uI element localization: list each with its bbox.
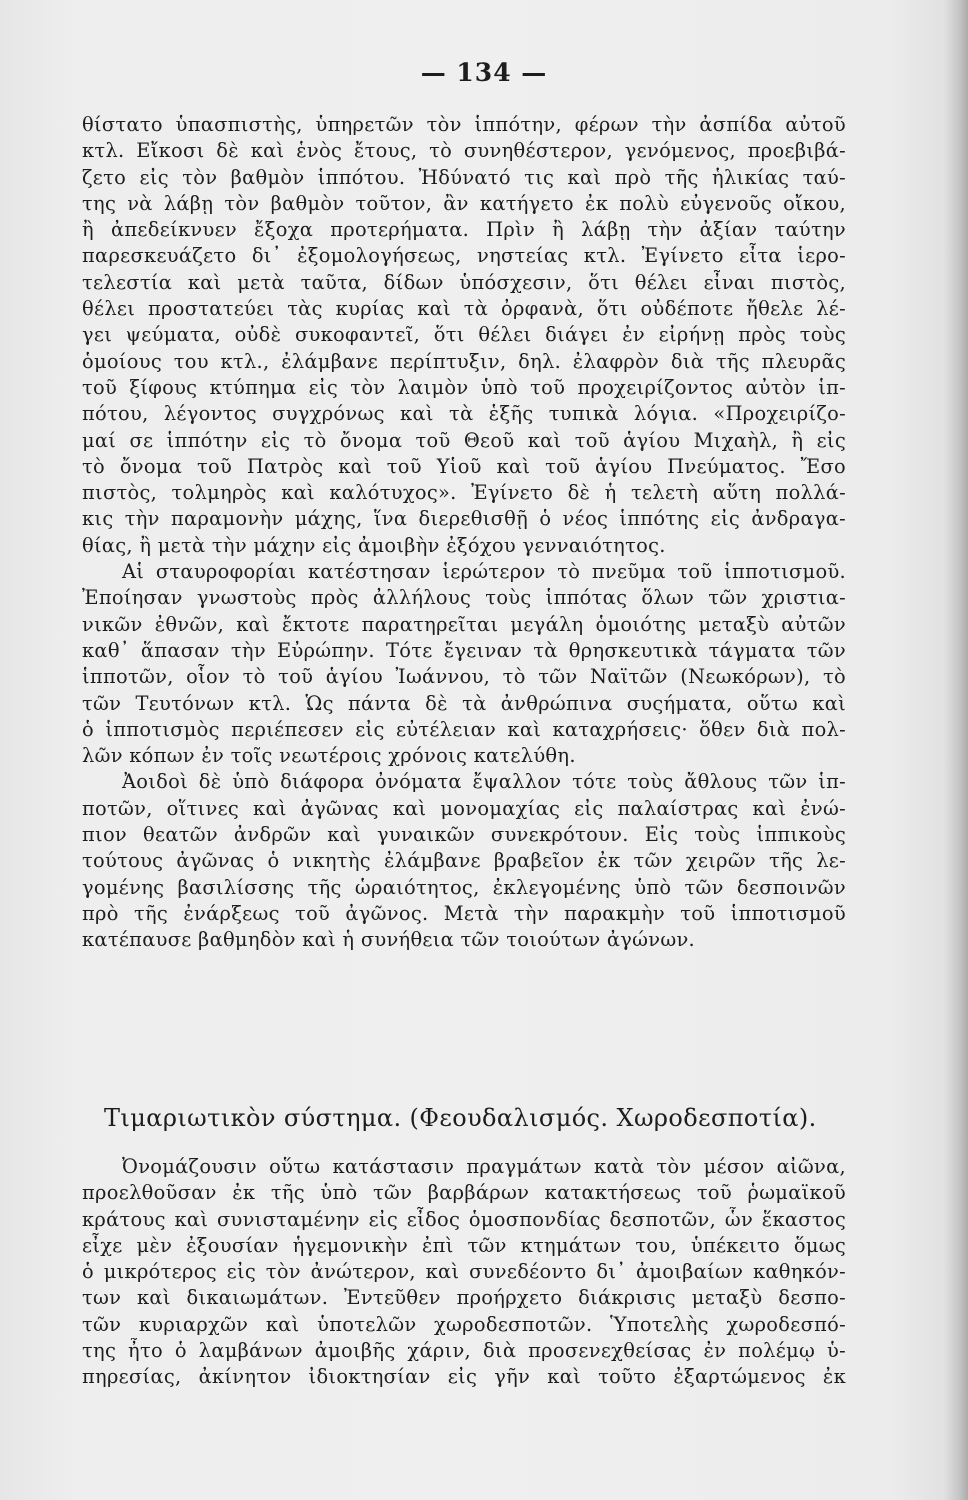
text-line: πηρεσίας, ἀκίνητον ἰδιοκτησίαν εἰς γῆν καὶ τοῦτο ἐξαρτώμενος ἐκ [82,1365,846,1389]
text-line: γομένης βασιλίσσης τῆς ὡραιότητος, ἐκλεγομένης ὑπὸ τῶν δεσποινῶν [82,875,846,899]
text-line: της ἦτο ὁ λαμβάνων ἀμοιβῆς χάριν, διὰ προσενεχθείσας ἐν πολέμῳ ὑ- [82,1339,846,1363]
text-line: τοῦ ξίφους κτύπημα εἰς τὸν λαιμὸν ὑπὸ τοῦ προχειρίζοντος αὐτὸν ἱπ- [82,375,846,399]
text-line: νικῶν ἐθνῶν, καὶ ἔκτοτε παρατηρεῖται μεγάλη ὁμοιότης μεταξὺ αὐτῶν [82,612,846,636]
text-line: πρὸ τῆς ἐνάρξεως τοῦ ἀγῶνος. Μετὰ τὴν παρακμὴν τοῦ ἱπποτισμοῦ [82,901,846,925]
text-line: ἱπποτῶν, οἷον τὸ τοῦ ἁγίου Ἰωάννου, τὸ τῶν Ναϊτῶν (Νεωκόρων), τὸ [82,665,846,689]
text-line: κράτους καὶ συνισταμένην εἰς εἶδος ὁμοσπονδίας δεσποτῶν, ὧν ἕκαστος [82,1207,846,1231]
text-line: τὸ ὄνομα τοῦ Πατρὸς καὶ τοῦ Υἱοῦ καὶ τοῦ ἁγίου Πνεύματος. Ἔσο [82,454,846,478]
text-line: Ἀοιδοὶ δὲ ὑπὸ διάφορα ὀνόματα ἔψαλλον τότε τοὺς ἄθλους τῶν ἱπ- [122,770,846,794]
text-line: καθ᾽ ἅπασαν τὴν Εὐρώπην. Τότε ἔγειναν τὰ θρησκευτικὰ τάγματα τῶν [82,638,846,662]
text-line: Ἐποίησαν γνωστοὺς πρὸς ἀλλήλους τοὺς ἱππότας ὅλων τῶν χριστια- [82,586,846,610]
text-line: ἢ ἀπεδείκνυεν ἔξοχα προτερήματα. Πρὶν ἢ λάβῃ τὴν ἀξίαν ταύτην [82,218,846,242]
text-line: τελεστία καὶ μετὰ ταῦτα, δίδων ὑπόσχεσιν, ὅτι θέλει εἶναι πιστὸς, [82,270,846,294]
text-line: ὁ ἱπποτισμὸς περιέπεσεν εἰς εὐτέλειαν καὶ καταχρήσεις· ὅθεν διὰ πολ- [82,717,846,741]
text-line: προελθοῦσαν ἐκ τῆς ὑπὸ τῶν βαρβάρων κατακτήσεως τοῦ ῥωμαϊκοῦ [82,1181,846,1205]
text-line: θέλει προστατεύει τὰς κυρίας καὶ τὰ ὀρφανὰ, ὅτι οὐδέποτε ἤθελε λέ- [82,297,846,321]
page-number: — 134 — [420,58,548,87]
text-line: ποτῶν, οἵτινες καὶ ἀγῶνας καὶ μονομαχίας εἰς παλαίστρας καὶ ἐνώ- [82,796,846,820]
text-line: τούτους ἀγῶνας ὁ νικητὴς ἐλάμβανε βραβεῖον ἐκ τῶν χειρῶν τῆς λε- [82,849,846,873]
text-line: της νὰ λάβῃ τὸν βαθμὸν τοῦτον, ἂν κατήγετο ἐκ πολὺ εὐγενοῦς οἴκου, [82,191,846,215]
text-line: μαί σε ἱππότην εἰς τὸ ὄνομα τοῦ Θεοῦ καὶ τοῦ ἁγίου Μιχαὴλ, ἢ εἰς [82,428,846,452]
text-line: κις τὴν παραμονὴν μάχης, ἵνα διερεθισθῇ ὁ νέος ἱππότης εἰς ἀνδραγα- [82,507,846,531]
text-line: κτλ. Εἴκοσι δὲ καὶ ἑνὸς ἔτους, τὸ συνηθέστερον, γενόμενος, προεβιβά- [82,139,846,163]
text-line: κατέπαυσε βαθμηδὸν καὶ ἡ συνήθεια τῶν τοιούτων ἀγώνων. [82,928,696,952]
text-line: θίστατο ὑπασπιστὴς, ὑπηρετῶν τὸν ἱππότην, φέρων τὴν ἀσπίδα αὐτοῦ [82,113,846,136]
text-line: εἶχε μὲν ἐξουσίαν ἡγεμονικὴν ἐπὶ τῶν κτημάτων του, ὑπέκειτο ὅμως [82,1233,846,1257]
text-line: Ὀνομάζουσιν οὕτω κατάστασιν πραγμάτων κατὰ τὸν μέσον αἰῶνα, [122,1155,846,1178]
text-line: θίας, ἢ μετὰ τὴν μάχην εἰς ἀμοιβὴν ἐξόχου γενναιότητος. [82,533,666,557]
text-line: τῶν Τευτόνων κτλ. Ὡς πάντα δὲ τὰ ἀνθρώπινα συςήματα, οὕτω καὶ [82,691,846,715]
text-line: παρεσκευάζετο δι᾽ ἐξομολογήσεως, νηστείας κτλ. Ἐγίνετο εἶτα ἱερο- [82,244,846,268]
text-line: των καὶ δικαιωμάτων. Ἐντεῦθεν προήρχετο διάκρισις μεταξὺ δεσπο- [82,1286,846,1310]
text-line: Αἱ σταυροφορίαι κατέστησαν ἱερώτερον τὸ πνεῦμα τοῦ ἱπποτισμοῦ. [122,560,846,584]
text-line: τῶν κυριαρχῶν καὶ ὑποτελῶν χωροδεσποτῶν. Ὑποτελὴς χωροδεσπό- [82,1312,846,1336]
text-line: γει ψεύματα, οὐδὲ συκοφαντεῖ, ὅτι θέλει διάγει ἐν εἰρήνῃ πρὸς τοὺς [82,323,846,347]
section-heading: Τιμαριωτικὸν σύστημα. (Φεουδαλισμός. Χωροδεσποτία). [104,1104,817,1132]
text-line: λῶν κόπων ἐν τοῖς νεωτέροις χρόνοις κατελύθη. [82,744,576,768]
page-edge-shadow [944,0,968,1500]
body-text-bottom [82,1154,846,1391]
text-line: πιστὸς, τολμηρὸς καὶ καλότυχος». Ἐγίνετο δὲ ἡ τελετὴ αὕτη πολλά- [82,481,846,505]
text-line: ὁ μικρότερος εἰς τὸν ἀνώτερον, καὶ συνεδέοντο δι᾽ ἀμοιβαίων καθηκόν- [82,1260,846,1284]
text-line: ζετο εἰς τὸν βαθμὸν ἱππότου. Ἠδύνατό τις καὶ πρὸ τῆς ἡλικίας ταύ- [82,165,846,189]
body-text-top [82,112,846,954]
text-line: ὁμοίους του κτλ., ἐλάμβανε περίπτυξιν, δηλ. ἐλαφρὸν διὰ τῆς πλευρᾶς [82,349,846,373]
text-line: πιον θεατῶν ἀνδρῶν καὶ γυναικῶν συνεκρότουν. Εἰς τοὺς ἱππικοὺς [82,823,846,847]
text-line: πότου, λέγοντος συγχρόνως καὶ τὰ ἑξῆς τυπικὰ λόγια. «Προχειρίζο- [82,402,846,426]
